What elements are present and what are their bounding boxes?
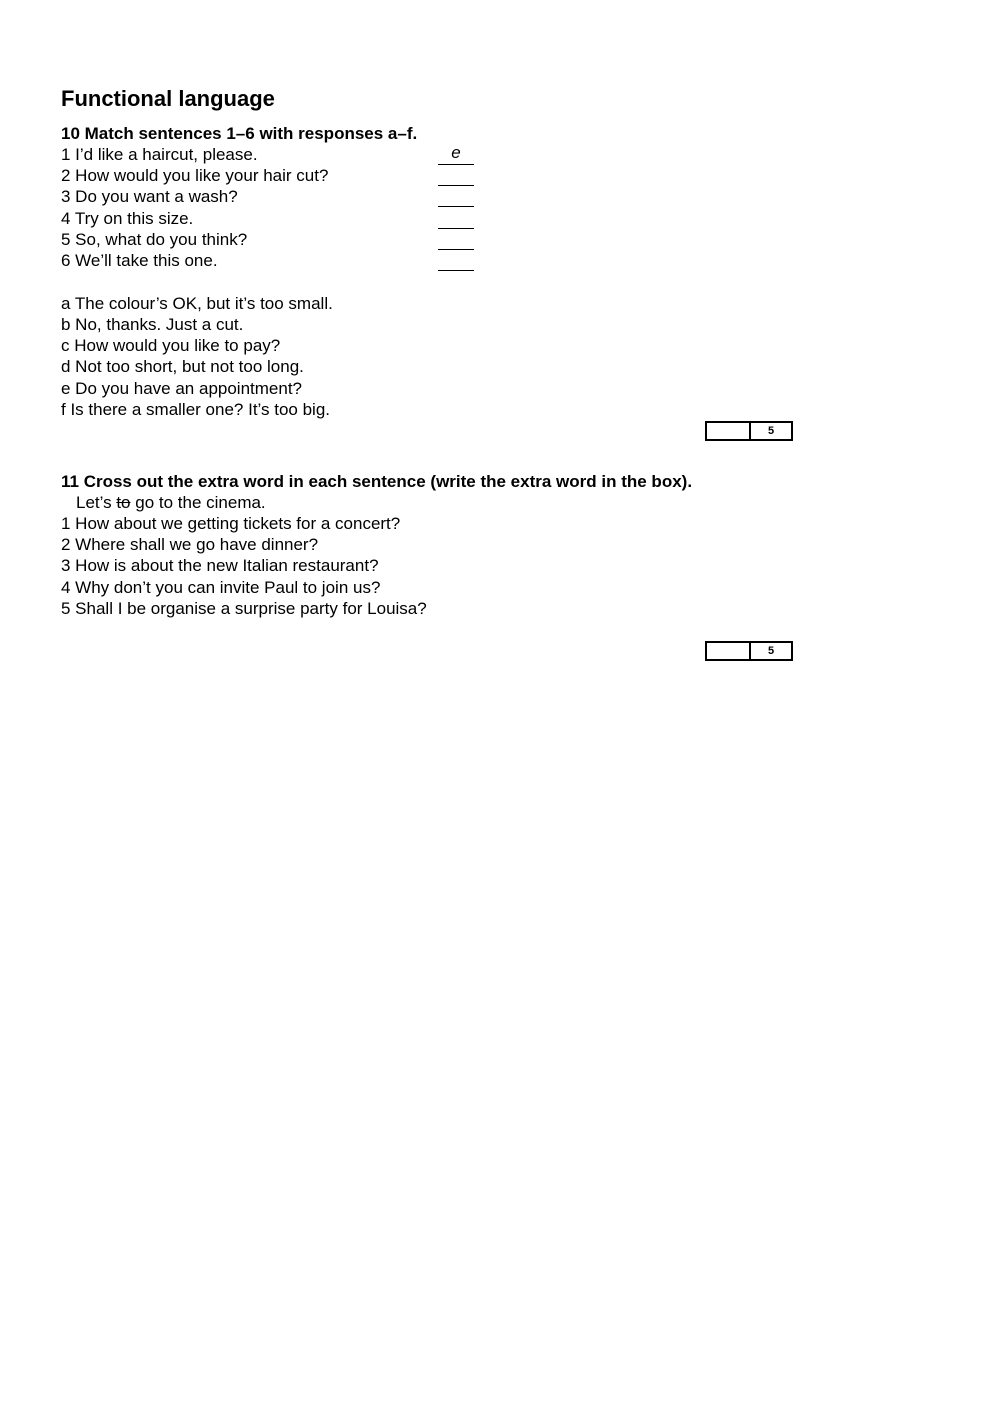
ex11-score-total: 5	[767, 645, 775, 657]
ex10-sentence-2: 2 How would you like your hair cut?	[61, 166, 329, 185]
ex11-sentence-2: 2 Where shall we go have dinner?	[61, 535, 319, 554]
ex10-answer-blank-6[interactable]	[438, 250, 474, 271]
exercise-10-heading: 10 Match sentences 1–6 with responses a–f.	[61, 124, 418, 143]
ex11-sentence-5: 5 Shall I be organise a surprise party for Louisa?	[61, 599, 427, 618]
ex10-sentence-4: 4 Try on this size.	[61, 209, 194, 228]
page-title: Functional language	[61, 86, 275, 111]
ex10-answer-blank-2[interactable]	[438, 165, 474, 186]
ex10-sentence-3: 3 Do you want a wash?	[61, 187, 238, 206]
ex11-score-input[interactable]	[707, 643, 751, 659]
ex10-response-c: c How would you like to pay?	[61, 336, 281, 355]
ex10-answer-blank-3[interactable]	[438, 186, 474, 207]
ex10-answer-blank-1[interactable]: e	[438, 144, 474, 165]
ex11-example	[61, 493, 266, 513]
ex10-response-b: b No, thanks. Just a cut.	[61, 315, 244, 334]
ex11-sentence-1: 1 How about we getting tickets for a concert?	[61, 514, 401, 533]
ex10-response-f: f Is there a smaller one? It’s too big.	[61, 400, 330, 419]
ex10-answer-blank-5[interactable]	[438, 229, 474, 250]
ex10-sentence-5: 5 So, what do you think?	[61, 230, 248, 249]
ex11-example-struck-word: to	[116, 493, 131, 512]
exercise-11-heading: 11 Cross out the extra word in each sentence (write the extra word in the box).	[61, 472, 693, 491]
ex10-score-box	[705, 421, 793, 441]
ex11-sentence-4: 4 Why don’t you can invite Paul to join us?	[61, 578, 381, 597]
ex10-response-d: d Not too short, but not too long.	[61, 357, 304, 376]
ex10-response-a: a The colour’s OK, but it’s too small.	[61, 294, 333, 313]
ex11-sentence-3: 3 How is about the new Italian restaurant?	[61, 556, 379, 575]
ex11-score-box	[705, 641, 793, 661]
ex10-sentence-6: 6 We’ll take this one.	[61, 251, 218, 270]
ex10-score-total: 5	[767, 425, 775, 437]
ex10-sentence-1: 1 I’d like a haircut, please.	[61, 145, 258, 164]
ex11-example-after: go to the cinema.	[130, 493, 266, 512]
ex10-response-e: e Do you have an appointment?	[61, 379, 303, 398]
ex10-answer-blank-4[interactable]	[438, 208, 474, 229]
ex11-example-before: Let’s	[76, 493, 117, 512]
ex10-score-input[interactable]	[707, 423, 751, 439]
